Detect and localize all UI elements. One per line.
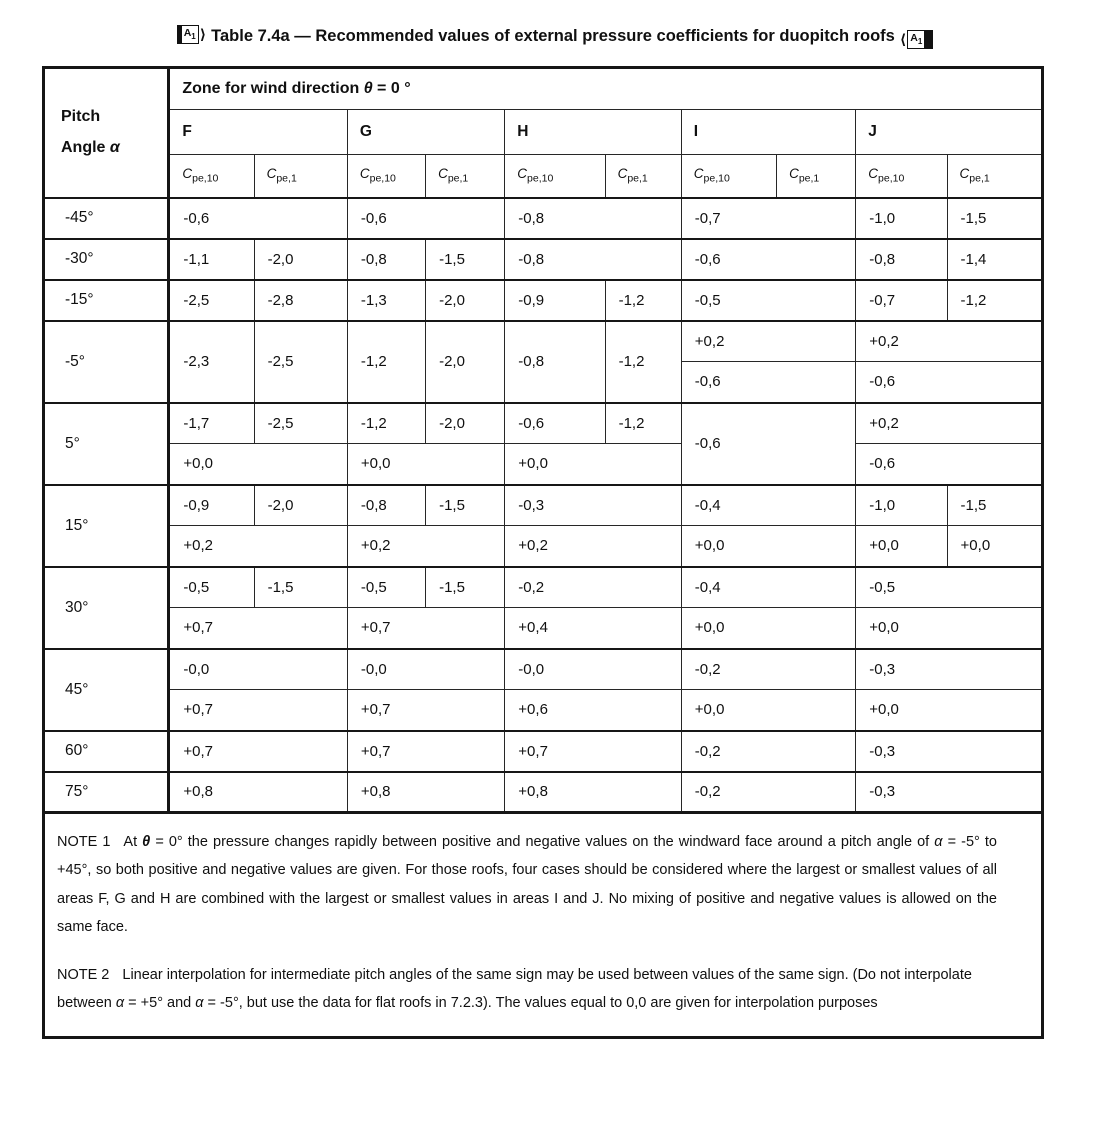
alpha-symbol: α bbox=[115, 995, 125, 1012]
value-cell: +0,7 bbox=[347, 690, 504, 731]
table-row bbox=[44, 280, 1043, 321]
cpe10-subscript: pe,10 bbox=[369, 173, 396, 186]
value-cell: -0,3 bbox=[856, 731, 1043, 772]
table-row bbox=[44, 198, 1043, 239]
cpe10-header bbox=[169, 155, 254, 198]
pitch-angle-cell: 15° bbox=[44, 485, 169, 567]
cpe10-header bbox=[505, 155, 605, 198]
value-cell: -1,2 bbox=[947, 280, 1042, 321]
a1-subscript: 1 bbox=[191, 32, 196, 42]
amendment-bar-icon bbox=[925, 30, 933, 49]
value-cell: -0,5 bbox=[856, 567, 1043, 608]
value-cell: +0,2 bbox=[681, 321, 855, 362]
zone-f-header: F bbox=[169, 110, 348, 155]
value-cell: -0,6 bbox=[681, 239, 855, 280]
table-row bbox=[44, 690, 1043, 731]
pitch-label: Pitch bbox=[61, 108, 101, 126]
value-cell: +0,2 bbox=[856, 321, 1043, 362]
cpe1-subscript: pe,1 bbox=[969, 173, 990, 186]
table-row bbox=[44, 444, 1043, 485]
value-cell: +0,8 bbox=[505, 772, 682, 813]
value-cell: -0,5 bbox=[347, 567, 425, 608]
angle-word: Angle bbox=[61, 139, 110, 157]
table-row bbox=[44, 526, 1043, 567]
value-cell: -0,8 bbox=[505, 198, 682, 239]
cpe10-subscript: pe,10 bbox=[527, 173, 554, 186]
table-row bbox=[44, 608, 1043, 649]
value-cell: -2,5 bbox=[254, 321, 347, 403]
value-cell: +0,0 bbox=[856, 526, 947, 567]
value-cell: -2,5 bbox=[254, 403, 347, 444]
a1-tag-icon bbox=[907, 30, 925, 48]
value-cell: -0,5 bbox=[169, 567, 254, 608]
amendment-marker-end-icon bbox=[899, 30, 933, 49]
value-cell: -0,3 bbox=[505, 485, 682, 526]
value-cell: -1,5 bbox=[947, 198, 1042, 239]
cpe10-subscript: pe,10 bbox=[878, 173, 905, 186]
value-cell: -0,6 bbox=[681, 403, 855, 485]
value-cell: +0,0 bbox=[347, 444, 504, 485]
alpha-symbol: α bbox=[934, 834, 943, 850]
value-cell: +0,0 bbox=[505, 444, 682, 485]
cpe1-subscript: pe,1 bbox=[276, 173, 297, 186]
note-text-segment: = -5°, but use the data for flat roofs in 7.2.3). The values equal to 0,0 are given for interpolation purposes bbox=[203, 995, 878, 1012]
value-cell: +0,7 bbox=[505, 731, 682, 772]
zone-direction-header bbox=[169, 68, 1043, 110]
value-cell: -2,3 bbox=[169, 321, 254, 403]
value-cell: -1,5 bbox=[947, 485, 1042, 526]
a1-tag-icon bbox=[181, 25, 199, 43]
value-cell: -1,2 bbox=[347, 321, 425, 403]
value-cell: -1,7 bbox=[169, 403, 254, 444]
pitch-angle-cell: 75° bbox=[44, 772, 169, 813]
cpe1-header bbox=[254, 155, 347, 198]
cpe1-header bbox=[605, 155, 681, 198]
c-symbol: C bbox=[693, 166, 704, 182]
header-row-zone bbox=[44, 68, 1043, 110]
value-cell: -0,6 bbox=[347, 198, 504, 239]
value-cell: -0,3 bbox=[856, 772, 1043, 813]
value-cell: -0,8 bbox=[347, 485, 425, 526]
value-cell: -0,9 bbox=[505, 280, 605, 321]
note-text-segment: = -5° to +45°, so both positive and negative values are given. For those roofs, four cases should be considered where the largest or smallest values of all areas F, G and H are combined with the largest or smallest values in areas I and J. No mixing of positive and negative values is allowed on the same face. bbox=[57, 834, 997, 935]
pitch-angle-cell: 60° bbox=[44, 731, 169, 772]
value-cell: -1,5 bbox=[426, 567, 505, 608]
cpe10-subscript: pe,10 bbox=[703, 173, 730, 186]
pitch-angle-cell: -5° bbox=[44, 321, 169, 403]
table-row bbox=[44, 485, 1043, 526]
value-cell: -0,6 bbox=[856, 362, 1043, 403]
value-cell: -1,2 bbox=[605, 280, 681, 321]
value-cell: -2,0 bbox=[254, 239, 347, 280]
cpe1-subscript: pe,1 bbox=[447, 173, 469, 186]
zone-h-header: H bbox=[505, 110, 682, 155]
value-cell: -2,0 bbox=[426, 403, 505, 444]
value-cell: -0,6 bbox=[169, 198, 348, 239]
value-cell: -0,6 bbox=[505, 403, 605, 444]
page-title: Table 7.4a — Recommended values of external pressure coefficients for duopitch roofs bbox=[211, 27, 895, 45]
value-cell: +0,0 bbox=[681, 608, 855, 649]
zone-j-header: J bbox=[856, 110, 1043, 155]
c-symbol: C bbox=[517, 166, 528, 182]
zone-header-value: = 0 ° bbox=[372, 80, 411, 97]
value-cell: -0,2 bbox=[681, 731, 855, 772]
c-symbol: C bbox=[868, 166, 879, 182]
value-cell: +0,2 bbox=[169, 526, 348, 567]
value-cell: +0,6 bbox=[505, 690, 682, 731]
value-cell: -1,4 bbox=[947, 239, 1042, 280]
pitch-angle-cell: -30° bbox=[44, 239, 169, 280]
value-cell: +0,7 bbox=[169, 731, 348, 772]
value-cell: +0,8 bbox=[347, 772, 504, 813]
theta-symbol: θ bbox=[142, 834, 151, 850]
c-symbol: C bbox=[789, 166, 799, 182]
cpe10-header bbox=[681, 155, 776, 198]
value-cell: +0,7 bbox=[169, 608, 348, 649]
cpe1-header bbox=[426, 155, 505, 198]
value-cell: -1,5 bbox=[254, 567, 347, 608]
cpe10-subscript: pe,10 bbox=[192, 173, 219, 186]
zone-i-header: I bbox=[681, 110, 855, 155]
value-cell: +0,7 bbox=[347, 608, 504, 649]
value-cell: +0,0 bbox=[856, 690, 1043, 731]
value-cell: -1,2 bbox=[605, 321, 681, 403]
value-cell: -0,8 bbox=[505, 321, 605, 403]
a1-letter: A bbox=[183, 27, 192, 40]
value-cell: -2,5 bbox=[169, 280, 254, 321]
value-cell: -1,1 bbox=[169, 239, 254, 280]
c-symbol: C bbox=[359, 166, 370, 182]
value-cell: -0,7 bbox=[856, 280, 947, 321]
value-cell: -1,3 bbox=[347, 280, 425, 321]
pressure-coefficients-table bbox=[42, 66, 1044, 1039]
notes-cell bbox=[44, 813, 1043, 1038]
value-cell: -0,4 bbox=[681, 567, 855, 608]
scanned-standard-page bbox=[0, 25, 1110, 1129]
value-cell: -0,6 bbox=[856, 444, 1043, 485]
value-cell: -1,5 bbox=[426, 485, 505, 526]
theta-symbol: θ bbox=[363, 80, 373, 97]
note-text-segment: = 0° the pressure changes rapidly between positive and negative values on the windward face around a pitch angle of bbox=[150, 834, 935, 850]
angle-label bbox=[61, 139, 165, 157]
table-row bbox=[44, 403, 1043, 444]
angle-bracket-icon: ⟨ bbox=[899, 31, 907, 47]
angle-bracket-icon: ⟩ bbox=[199, 26, 207, 42]
table-row bbox=[44, 731, 1043, 772]
value-cell: -0,8 bbox=[856, 239, 947, 280]
value-cell: -0,0 bbox=[505, 649, 682, 690]
note-text-segment: = +5° and bbox=[124, 995, 196, 1012]
value-cell: +0,0 bbox=[856, 608, 1043, 649]
pitch-angle-cell: -15° bbox=[44, 280, 169, 321]
value-cell: -0,0 bbox=[347, 649, 504, 690]
table-row bbox=[44, 321, 1043, 362]
pitch-angle-header bbox=[44, 68, 169, 198]
value-cell: +0,2 bbox=[856, 403, 1043, 444]
pitch-angle-cell: 5° bbox=[44, 403, 169, 485]
header-row-zones bbox=[44, 110, 1043, 155]
table-title bbox=[0, 25, 1110, 49]
value-cell: -0,9 bbox=[169, 485, 254, 526]
cpe1-subscript: pe,1 bbox=[627, 173, 648, 186]
amendment-marker-start-icon bbox=[177, 25, 207, 44]
value-cell: +0,2 bbox=[347, 526, 504, 567]
pitch-angle-cell: -45° bbox=[44, 198, 169, 239]
value-cell: -1,0 bbox=[856, 198, 947, 239]
value-cell: -0,7 bbox=[681, 198, 855, 239]
pitch-angle-cell: 30° bbox=[44, 567, 169, 649]
value-cell: +0,0 bbox=[169, 444, 348, 485]
cpe10-header bbox=[856, 155, 947, 198]
zone-g-header: G bbox=[347, 110, 504, 155]
c-symbol: C bbox=[182, 166, 193, 182]
value-cell: -0,8 bbox=[347, 239, 425, 280]
note-2 bbox=[57, 961, 997, 1018]
value-cell: -0,3 bbox=[856, 649, 1043, 690]
value-cell: -1,2 bbox=[347, 403, 425, 444]
value-cell: -0,2 bbox=[505, 567, 682, 608]
table-row bbox=[44, 567, 1043, 608]
cpe10-header bbox=[347, 155, 425, 198]
value-cell: +0,0 bbox=[681, 526, 855, 567]
value-cell: -2,0 bbox=[426, 321, 505, 403]
note-1 bbox=[57, 828, 997, 941]
table-row bbox=[44, 239, 1043, 280]
value-cell: -0,2 bbox=[681, 772, 855, 813]
c-symbol: C bbox=[438, 166, 448, 182]
table-row bbox=[44, 649, 1043, 690]
value-cell: -2,0 bbox=[426, 280, 505, 321]
value-cell: -1,5 bbox=[426, 239, 505, 280]
alpha-symbol: α bbox=[109, 139, 120, 157]
value-cell: +0,7 bbox=[169, 690, 348, 731]
value-cell: -0,6 bbox=[681, 362, 855, 403]
a1-subscript: 1 bbox=[917, 37, 923, 47]
value-cell: +0,0 bbox=[947, 526, 1042, 567]
note-2-label: NOTE 2 bbox=[57, 967, 110, 984]
value-cell: +0,7 bbox=[347, 731, 504, 772]
note-text-segment: Linear interpolation for intermediate pitch angles of the same sign may be used between values of the same sign. (Do not interpolate between bbox=[57, 967, 972, 1012]
value-cell: -0,4 bbox=[681, 485, 855, 526]
notes-row bbox=[44, 813, 1043, 1038]
value-cell: -1,2 bbox=[605, 403, 681, 444]
value-cell: -0,2 bbox=[681, 649, 855, 690]
value-cell: -2,0 bbox=[254, 485, 347, 526]
a1-letter: A bbox=[910, 32, 918, 45]
cpe1-header bbox=[947, 155, 1042, 198]
c-symbol: C bbox=[959, 166, 970, 182]
value-cell: +0,8 bbox=[169, 772, 348, 813]
alpha-symbol: α bbox=[195, 995, 204, 1012]
value-cell: -0,0 bbox=[169, 649, 348, 690]
pitch-angle-cell: 45° bbox=[44, 649, 169, 731]
cpe1-subscript: pe,1 bbox=[798, 173, 820, 186]
note-1-label: NOTE 1 bbox=[57, 834, 111, 850]
c-symbol: C bbox=[266, 166, 277, 182]
value-cell: +0,0 bbox=[681, 690, 855, 731]
value-cell: +0,4 bbox=[505, 608, 682, 649]
table-row bbox=[44, 772, 1043, 813]
value-cell: -0,5 bbox=[681, 280, 855, 321]
value-cell: +0,2 bbox=[505, 526, 682, 567]
cpe1-header bbox=[777, 155, 856, 198]
value-cell: -0,8 bbox=[505, 239, 682, 280]
note-text-segment: At bbox=[123, 834, 143, 850]
value-cell: -1,0 bbox=[856, 485, 947, 526]
zone-header-text: Zone for wind direction bbox=[182, 80, 364, 97]
header-row-coefficients bbox=[44, 155, 1043, 198]
c-symbol: C bbox=[617, 166, 628, 182]
value-cell: -2,8 bbox=[254, 280, 347, 321]
